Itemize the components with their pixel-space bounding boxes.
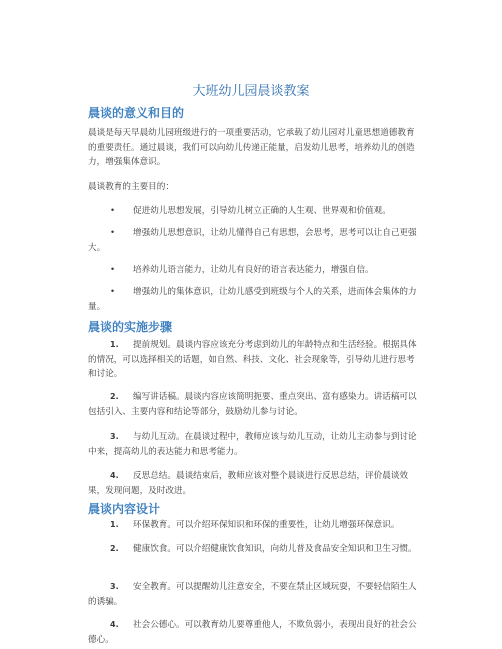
bullet-item: • 增强幼儿思想意识，让幼儿懂得自己有思想，会思考，思考可以让自己更强大。: [88, 228, 417, 253]
numbered-item: 4. 反思总结。晨谈结束后，教师应该对整个晨谈进行反思总结，评价晨谈效果，发现问题，及时改进。: [88, 471, 409, 496]
numbered-item: 3. 安全教育。可以提醒幼儿注意安全，不要在禁止区域玩耍，不要轻信陌生人的诱骗。: [88, 582, 417, 607]
numbered-item: 3. 与幼儿互动。在晨谈过程中，教师应该与幼儿互动，让幼儿主动参与到讨论中来，提高幼儿的表达能力和思考能力。: [88, 432, 417, 457]
section-intro: 晨谈教育的主要目的：: [88, 182, 174, 192]
bullet-icon: •: [110, 287, 116, 297]
numbered-item: 2. 编写讲话稿。晨谈内容应该简明扼要、重点突出、富有感染力。讲话稿可以包括引入、主要内容和结论等部分，鼓励幼儿参与讨论。: [88, 392, 417, 417]
section-heading-meaning: 晨谈的意义和目的: [88, 106, 185, 120]
numbered-item: 1. 环保教育。可以介绍环保知识和环保的重要性，让幼儿增强环保意识。: [110, 520, 400, 530]
bullet-item: • 培养幼儿语言能力，让幼儿有良好的语言表达能力，增强自信。: [88, 263, 418, 278]
numbered-item: 2. 健康饮食。可以介绍健康饮食知识，向幼儿普及食品安全知识和卫生习惯。: [110, 544, 417, 554]
bullet-item: • 促进幼儿思想发展，引导幼儿树立正确的人生观、世界观和价值观。: [88, 204, 418, 219]
section-heading-steps: 晨谈的实施步骤: [88, 320, 173, 334]
bullet-icon: •: [110, 265, 116, 275]
bullet-item: • 增强幼儿的集体意识，让幼儿感受到班级与个人的关系，进而体会集体的力量。: [88, 287, 417, 312]
section-heading-content: 晨谈内容设计: [88, 502, 161, 516]
numbered-item: 4. 社会公德心。可以教育幼儿要尊重他人，不欺负弱小，表现出良好的社会公德心。: [88, 620, 417, 645]
bullet-icon: •: [110, 206, 116, 216]
bullet-icon: •: [110, 228, 116, 238]
numbered-item: 1. 提前规划。晨谈内容应该充分考虑到幼儿的年龄特点和生活经验。根据具体的情况，可以选择相关的话题，如自然、科技、文化、社会现象等，引导幼儿进行思考和讨论。: [88, 340, 417, 379]
section-paragraph: 晨谈是每天早晨幼儿园班级进行的一项重要活动，它承载了幼儿园对儿童思想道德教育的重要责任。通过晨谈，我们可以向幼儿传递正能量，启发幼儿思考，培养幼儿的创造力，增强集体意识。: [88, 128, 415, 167]
document-title: 大班幼儿园晨谈教案: [192, 84, 310, 99]
